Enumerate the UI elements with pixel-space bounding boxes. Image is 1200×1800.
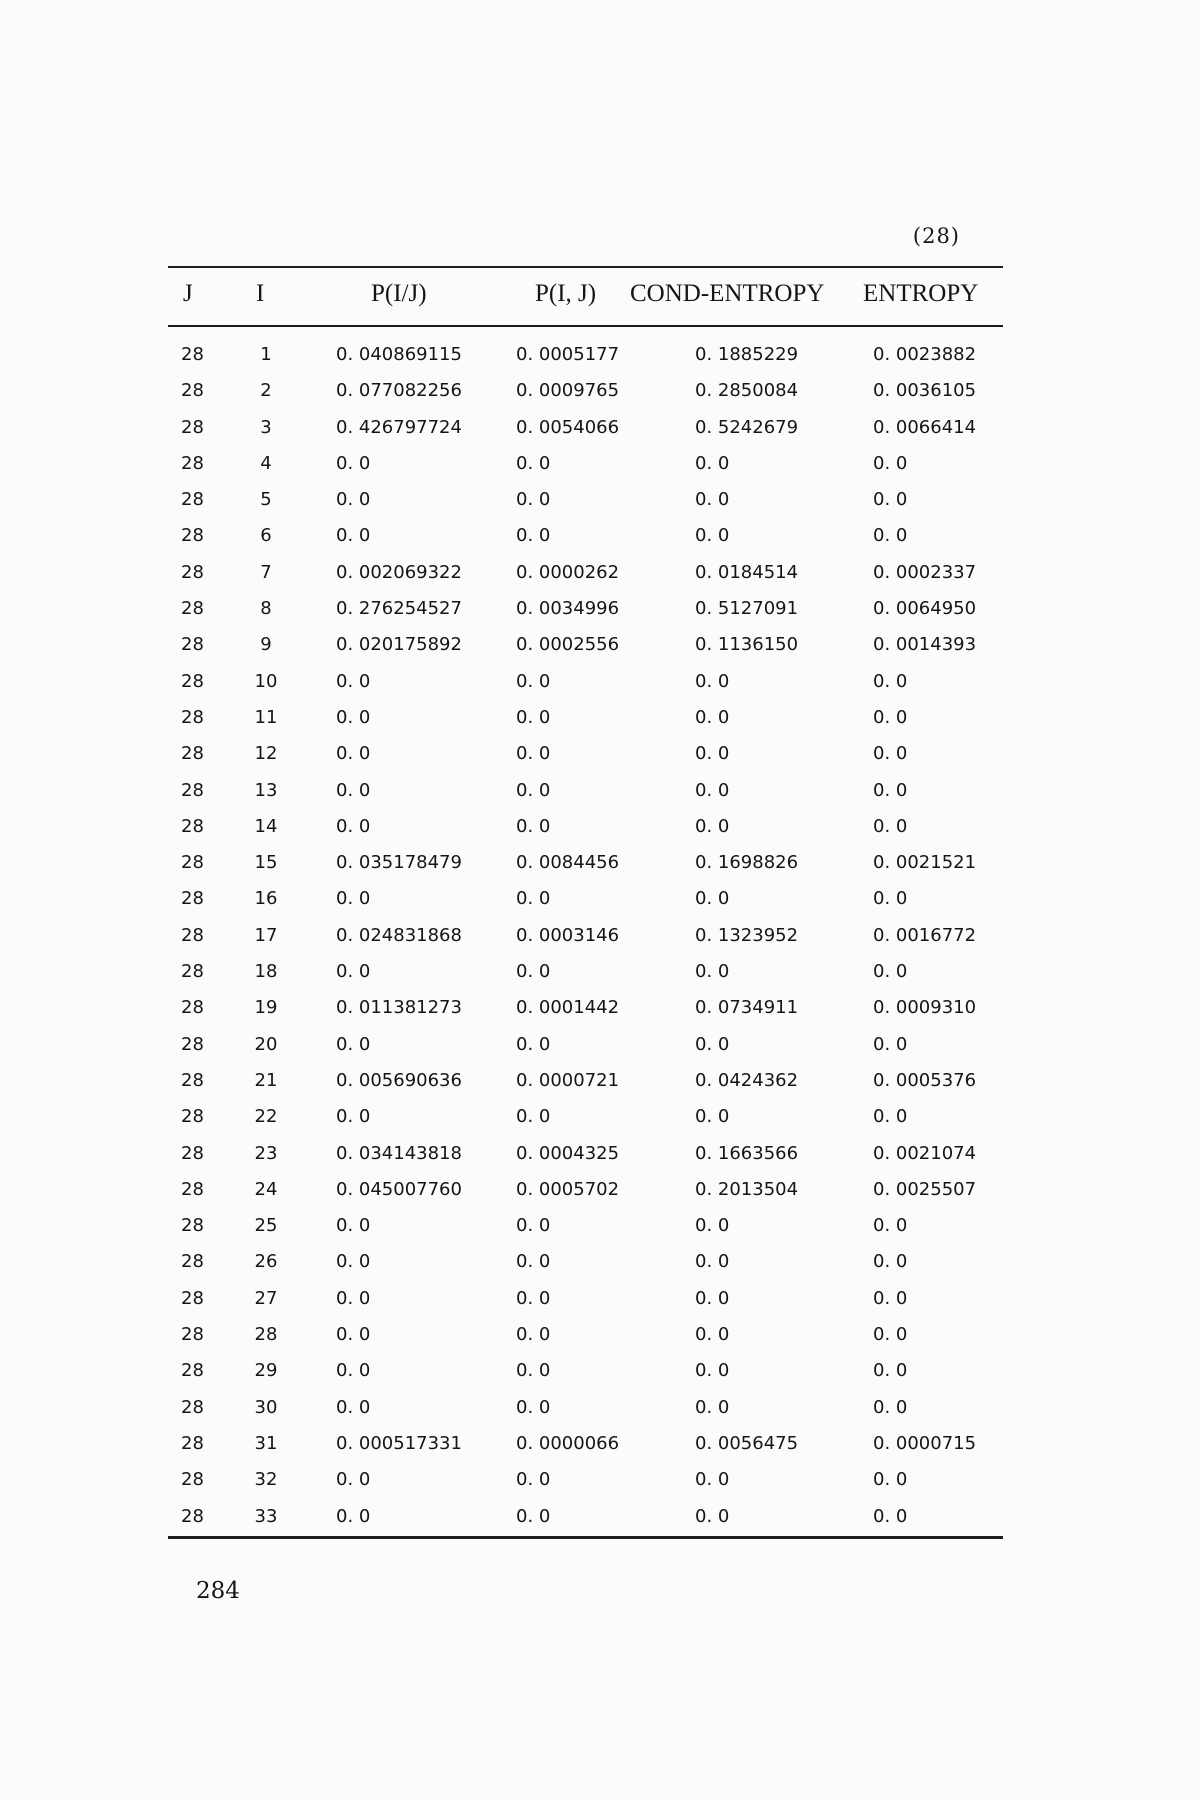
cell-p-i-j: 0. 0084456 (516, 852, 620, 874)
cell-j: 28 (181, 997, 204, 1019)
cell-p-i-j: 0. 0 (516, 1033, 551, 1055)
cell-p-i-j: 0. 0003146 (516, 924, 620, 946)
table-row (168, 449, 1003, 485)
cell-i: 19 (254, 997, 278, 1019)
cell-p-i-given-j: 0. 000517331 (336, 1432, 462, 1454)
cell-cond-entropy: 0. 0 (695, 1324, 730, 1346)
table-row (168, 884, 1003, 920)
cell-i: 21 (254, 1069, 278, 1091)
cell-p-i-given-j: 0. 0 (336, 1033, 371, 1055)
table-row (168, 1356, 1003, 1392)
cell-i: 25 (254, 1215, 278, 1237)
cell-cond-entropy: 0. 0 (695, 1251, 730, 1273)
cell-p-i-given-j: 0. 002069322 (336, 561, 462, 583)
cell-cond-entropy: 0. 0 (695, 452, 730, 474)
cell-cond-entropy: 0. 0 (695, 815, 730, 837)
cell-p-i-j: 0. 0 (516, 1469, 551, 1491)
header-j: J (183, 280, 193, 307)
cell-entropy: 0. 0 (873, 888, 908, 910)
cell-i: 17 (254, 924, 278, 946)
cell-i: 5 (260, 489, 272, 511)
table-row (168, 703, 1003, 739)
cell-p-i-j: 0. 0 (516, 1215, 551, 1237)
cell-entropy: 0. 0014393 (873, 634, 977, 656)
cell-p-i-given-j: 0. 0 (336, 706, 371, 728)
cell-cond-entropy: 0. 0 (695, 670, 730, 692)
cell-p-i-j: 0. 0054066 (516, 416, 620, 438)
cell-cond-entropy: 0. 0 (695, 961, 730, 983)
cell-p-i-given-j: 0. 0 (336, 815, 371, 837)
cell-j: 28 (181, 1360, 204, 1382)
cell-entropy: 0. 0 (873, 706, 908, 728)
cell-p-i-given-j: 0. 0 (336, 1287, 371, 1309)
cell-p-i-given-j: 0. 0 (336, 1360, 371, 1382)
cell-entropy: 0. 0 (873, 1324, 908, 1346)
cell-p-i-given-j: 0. 0 (336, 1505, 371, 1527)
cell-j: 28 (181, 634, 204, 656)
cell-entropy: 0. 0 (873, 1469, 908, 1491)
cell-entropy: 0. 0021521 (873, 852, 977, 874)
cell-j: 28 (181, 1505, 204, 1527)
table-row (168, 1429, 1003, 1465)
cell-p-i-j: 0. 0005702 (516, 1178, 620, 1200)
cell-p-i-given-j: 0. 276254527 (336, 598, 462, 620)
cell-cond-entropy: 0. 0 (695, 706, 730, 728)
cell-cond-entropy: 0. 0056475 (695, 1432, 799, 1454)
cell-p-i-j: 0. 0034996 (516, 598, 620, 620)
cell-p-i-j: 0. 0 (516, 670, 551, 692)
cell-j: 28 (181, 452, 204, 474)
cell-p-i-given-j: 0. 0 (336, 1469, 371, 1491)
cell-j: 28 (181, 1215, 204, 1237)
cell-j: 28 (181, 1142, 204, 1164)
header-entropy: ENTROPY (863, 280, 979, 307)
cell-j: 28 (181, 743, 204, 765)
cell-i: 3 (260, 416, 272, 438)
cell-p-i-given-j: 0. 0 (336, 670, 371, 692)
cell-p-i-j: 0. 0 (516, 1251, 551, 1273)
cell-entropy: 0. 0 (873, 815, 908, 837)
table-row (168, 1102, 1003, 1138)
cell-entropy: 0. 0025507 (873, 1178, 977, 1200)
cell-entropy: 0. 0000715 (873, 1432, 977, 1454)
table-row (168, 848, 1003, 884)
table-row (168, 485, 1003, 521)
cell-p-i-given-j: 0. 0 (336, 779, 371, 801)
cell-cond-entropy: 0. 1663566 (695, 1142, 799, 1164)
cell-j: 28 (181, 380, 204, 402)
cell-p-i-given-j: 0. 040869115 (336, 344, 462, 365)
cell-j: 28 (181, 924, 204, 946)
table-row (168, 921, 1003, 957)
cell-i: 33 (254, 1505, 278, 1527)
cell-cond-entropy: 0. 0 (695, 525, 730, 547)
cell-entropy: 0. 0064950 (873, 598, 977, 620)
cell-cond-entropy: 0. 0424362 (695, 1069, 799, 1091)
cell-p-i-j: 0. 0009765 (516, 380, 620, 402)
table-row (168, 1284, 1003, 1320)
cell-cond-entropy: 0. 0 (695, 1215, 730, 1237)
table-row (168, 1066, 1003, 1102)
cell-cond-entropy: 0. 2850084 (695, 380, 799, 402)
cell-p-i-j: 0. 0000066 (516, 1432, 620, 1454)
cell-entropy: 0. 0023882 (873, 344, 977, 365)
cell-entropy: 0. 0 (873, 779, 908, 801)
table-row (168, 1393, 1003, 1429)
cell-j: 28 (181, 1324, 204, 1346)
table-row (168, 1139, 1003, 1175)
table-row (168, 667, 1003, 703)
table-row (168, 812, 1003, 848)
cell-i: 27 (254, 1287, 278, 1309)
cell-cond-entropy: 0. 0 (695, 743, 730, 765)
cell-p-i-given-j: 0. 0 (336, 743, 371, 765)
cell-i: 20 (254, 1033, 278, 1055)
cell-entropy: 0. 0 (873, 1287, 908, 1309)
table-row (168, 1211, 1003, 1247)
cell-p-i-given-j: 0. 426797724 (336, 416, 462, 438)
cell-i: 1 (260, 344, 272, 365)
cell-cond-entropy: 0. 1323952 (695, 924, 799, 946)
table-row (168, 1247, 1003, 1283)
cell-cond-entropy: 0. 1885229 (695, 344, 799, 365)
table-row (168, 1465, 1003, 1501)
cell-entropy: 0. 0036105 (873, 380, 977, 402)
cell-entropy: 0. 0 (873, 670, 908, 692)
cell-j: 28 (181, 852, 204, 874)
page-label: (28) (912, 224, 960, 248)
cell-p-i-given-j: 0. 0 (336, 1396, 371, 1418)
cell-cond-entropy: 0. 2013504 (695, 1178, 799, 1200)
cell-p-i-j: 0. 0000262 (516, 561, 620, 583)
cell-i: 26 (254, 1251, 278, 1273)
header-p-i-given-j: P(I/J) (371, 280, 427, 307)
cell-cond-entropy: 0. 1136150 (695, 634, 799, 656)
cell-cond-entropy: 0. 0184514 (695, 561, 799, 583)
cell-j: 28 (181, 1469, 204, 1491)
cell-j: 28 (181, 779, 204, 801)
cell-p-i-given-j: 0. 0 (336, 1324, 371, 1346)
header-p-i-j: P(I, J) (535, 280, 597, 307)
cell-p-i-given-j: 0. 0 (336, 1106, 371, 1128)
cell-i: 16 (254, 888, 278, 910)
cell-entropy: 0. 0 (873, 525, 908, 547)
cell-p-i-j: 0. 0 (516, 815, 551, 837)
cell-i: 8 (260, 598, 272, 620)
cell-j: 28 (181, 1251, 204, 1273)
cell-i: 15 (254, 852, 278, 874)
table-row (168, 1030, 1003, 1066)
cell-entropy: 0. 0005376 (873, 1069, 977, 1091)
cell-p-i-j: 0. 0 (516, 1324, 551, 1346)
cell-i: 30 (254, 1396, 278, 1418)
cell-p-i-given-j: 0. 0 (336, 452, 371, 474)
cell-p-i-j: 0. 0001442 (516, 997, 620, 1019)
cell-i: 23 (254, 1142, 278, 1164)
cell-j: 28 (181, 1396, 204, 1418)
cell-p-i-j: 0. 0 (516, 1106, 551, 1128)
cell-p-i-j: 0. 0 (516, 779, 551, 801)
cell-entropy: 0. 0 (873, 1251, 908, 1273)
table-row (168, 376, 1003, 412)
table-top-rule (168, 266, 1003, 268)
cell-i: 10 (254, 670, 278, 692)
cell-cond-entropy: 0. 0 (695, 779, 730, 801)
cell-j: 28 (181, 416, 204, 438)
cell-p-i-given-j: 0. 045007760 (336, 1178, 462, 1200)
cell-entropy: 0. 0 (873, 961, 908, 983)
cell-p-i-given-j: 0. 034143818 (336, 1142, 462, 1164)
cell-p-i-given-j: 0. 0 (336, 489, 371, 511)
table-row (168, 558, 1003, 594)
cell-p-i-j: 0. 0004325 (516, 1142, 620, 1164)
cell-p-i-j: 0. 0 (516, 888, 551, 910)
cell-j: 28 (181, 1432, 204, 1454)
cell-i: 12 (254, 743, 278, 765)
cell-j: 28 (181, 1178, 204, 1200)
cell-cond-entropy: 0. 0 (695, 1505, 730, 1527)
cell-j: 28 (181, 598, 204, 620)
table-row (168, 521, 1003, 557)
cell-cond-entropy: 0. 0734911 (695, 997, 799, 1019)
cell-cond-entropy: 0. 0 (695, 1106, 730, 1128)
cell-i: 28 (254, 1324, 278, 1346)
table-row (168, 413, 1003, 449)
table-row (168, 1320, 1003, 1356)
table-row (168, 739, 1003, 775)
cell-i: 13 (254, 779, 278, 801)
cell-entropy: 0. 0 (873, 489, 908, 511)
cell-j: 28 (181, 1287, 204, 1309)
cell-cond-entropy: 0. 1698826 (695, 852, 799, 874)
cell-entropy: 0. 0 (873, 1215, 908, 1237)
cell-p-i-given-j: 0. 0 (336, 888, 371, 910)
cell-p-i-j: 0. 0 (516, 1360, 551, 1382)
cell-p-i-j: 0. 0000721 (516, 1069, 620, 1091)
cell-j: 28 (181, 706, 204, 728)
table-header-row (168, 280, 1003, 312)
cell-p-i-j: 0. 0 (516, 1287, 551, 1309)
cell-i: 2 (260, 380, 272, 402)
cell-p-i-given-j: 0. 035178479 (336, 852, 462, 874)
cell-cond-entropy: 0. 5127091 (695, 598, 799, 620)
cell-p-i-given-j: 0. 077082256 (336, 380, 462, 402)
cell-cond-entropy: 0. 0 (695, 888, 730, 910)
cell-i: 24 (254, 1178, 278, 1200)
cell-entropy: 0. 0021074 (873, 1142, 977, 1164)
cell-p-i-j: 0. 0 (516, 706, 551, 728)
cell-p-i-j: 0. 0 (516, 961, 551, 983)
cell-j: 28 (181, 815, 204, 837)
cell-p-i-j: 0. 0 (516, 743, 551, 765)
cell-cond-entropy: 0. 5242679 (695, 416, 799, 438)
cell-i: 31 (254, 1432, 278, 1454)
cell-i: 18 (254, 961, 278, 983)
table-row (168, 957, 1003, 993)
cell-p-i-j: 0. 0 (516, 525, 551, 547)
table-row (168, 776, 1003, 812)
cell-entropy: 0. 0 (873, 452, 908, 474)
cell-cond-entropy: 0. 0 (695, 1287, 730, 1309)
cell-entropy: 0. 0 (873, 1360, 908, 1382)
cell-p-i-given-j: 0. 0 (336, 1251, 371, 1273)
cell-j: 28 (181, 344, 204, 365)
cell-cond-entropy: 0. 0 (695, 1360, 730, 1382)
cell-j: 28 (181, 888, 204, 910)
cell-j: 28 (181, 489, 204, 511)
cell-i: 11 (254, 706, 278, 728)
cell-cond-entropy: 0. 0 (695, 489, 730, 511)
cell-i: 6 (260, 525, 272, 547)
table-row (168, 630, 1003, 666)
cell-j: 28 (181, 525, 204, 547)
table-body (168, 340, 1003, 1538)
cell-p-i-given-j: 0. 020175892 (336, 634, 462, 656)
table-header-rule (168, 325, 1003, 327)
cell-entropy: 0. 0009310 (873, 997, 977, 1019)
cell-p-i-j: 0. 0 (516, 452, 551, 474)
cell-i: 32 (254, 1469, 278, 1491)
cell-entropy: 0. 0 (873, 1033, 908, 1055)
cell-p-i-j: 0. 0005177 (516, 344, 620, 365)
cell-i: 29 (254, 1360, 278, 1382)
page-number: 284 (196, 1578, 240, 1604)
cell-p-i-given-j: 0. 011381273 (336, 997, 462, 1019)
cell-p-i-given-j: 0. 0 (336, 961, 371, 983)
cell-p-i-j: 0. 0 (516, 1505, 551, 1527)
cell-p-i-j: 0. 0 (516, 1396, 551, 1418)
cell-j: 28 (181, 961, 204, 983)
cell-p-i-j: 0. 0002556 (516, 634, 620, 656)
cell-j: 28 (181, 561, 204, 583)
cell-j: 28 (181, 1033, 204, 1055)
cell-entropy: 0. 0 (873, 1106, 908, 1128)
cell-i: 22 (254, 1106, 278, 1128)
cell-entropy: 0. 0 (873, 743, 908, 765)
table-row (168, 340, 1003, 376)
cell-i: 4 (260, 452, 272, 474)
table-row (168, 1502, 1003, 1538)
header-cond-entropy: COND-ENTROPY (630, 280, 825, 307)
cell-entropy: 0. 0 (873, 1505, 908, 1527)
cell-cond-entropy: 0. 0 (695, 1033, 730, 1055)
cell-entropy: 0. 0016772 (873, 924, 977, 946)
cell-j: 28 (181, 1106, 204, 1128)
cell-entropy: 0. 0066414 (873, 416, 977, 438)
table-row (168, 1175, 1003, 1211)
cell-j: 28 (181, 1069, 204, 1091)
cell-p-i-j: 0. 0 (516, 489, 551, 511)
cell-p-i-given-j: 0. 005690636 (336, 1069, 462, 1091)
table-bottom-rule (168, 1536, 1003, 1539)
cell-p-i-given-j: 0. 024831868 (336, 924, 462, 946)
table-row (168, 594, 1003, 630)
cell-p-i-given-j: 0. 0 (336, 1215, 371, 1237)
table-row (168, 993, 1003, 1029)
cell-i: 9 (260, 634, 272, 656)
cell-cond-entropy: 0. 0 (695, 1396, 730, 1418)
cell-p-i-given-j: 0. 0 (336, 525, 371, 547)
cell-i: 14 (254, 815, 278, 837)
header-i: I (256, 280, 265, 307)
cell-i: 7 (260, 561, 272, 583)
cell-entropy: 0. 0002337 (873, 561, 977, 583)
cell-entropy: 0. 0 (873, 1396, 908, 1418)
cell-j: 28 (181, 670, 204, 692)
cell-cond-entropy: 0. 0 (695, 1469, 730, 1491)
